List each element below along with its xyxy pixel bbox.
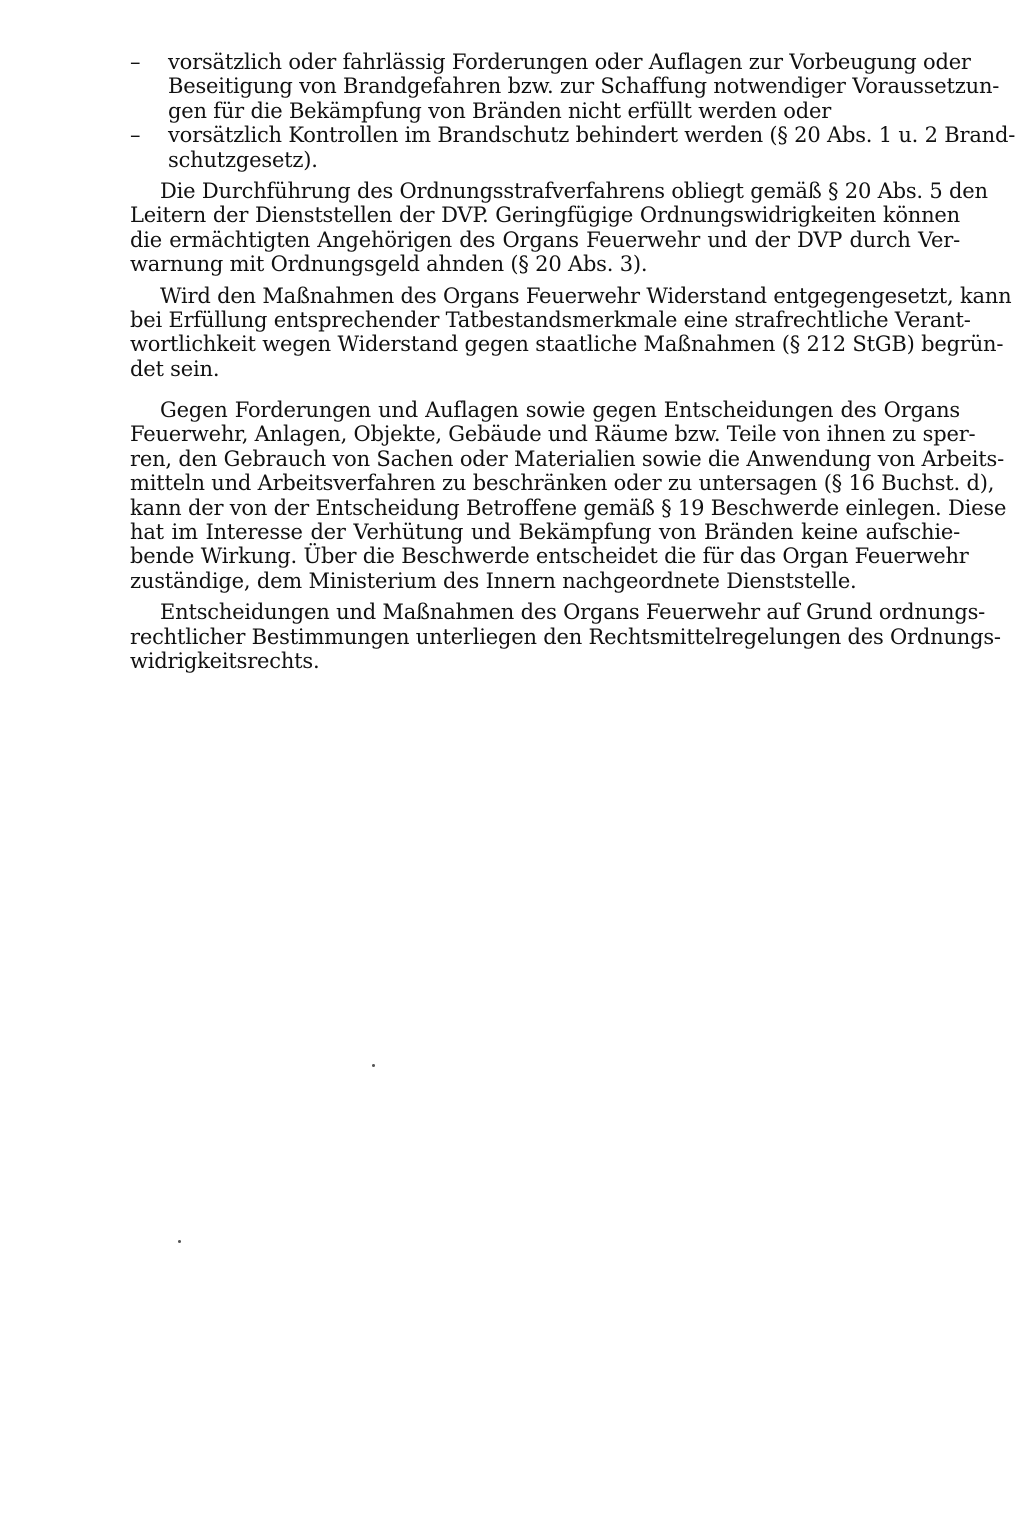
- text-line: Entscheidungen und Maßnahmen des Organs Feuerwehr auf Grund ordnungs-: [160, 600, 986, 625]
- list-dash: –: [130, 50, 141, 74]
- text-line: – vorsätzlich Kontrollen im Brandschutz behindert werden (§ 20 Abs. 1 u. 2 Brand-: [130, 123, 1016, 148]
- paragraph: [130, 283, 1012, 382]
- text-line: hat im Interesse der Verhütung und Bekämpfung von Bränden keine aufschie-: [130, 520, 960, 545]
- text-line: zuständige, dem Ministerium des Innern nachgeordnete Dienststelle.: [130, 568, 857, 593]
- text-line: Gegen Forderungen und Auflagen sowie gegen Entscheidungen des Organs: [160, 398, 960, 423]
- text-line: Leitern der Dienststellen der DVP. Geringfügige Ordnungswidrigkeiten können: [130, 203, 960, 228]
- text-line: Feuerwehr, Anlagen, Objekte, Gebäude und Räume bzw. Teile von ihnen zu sper-: [130, 422, 976, 447]
- text-line: ren, den Gebrauch von Sachen oder Materialien sowie die Anwendung von Arbeits-: [130, 446, 1004, 471]
- list-dash: –: [130, 123, 141, 148]
- text-line: rechtlicher Bestimmungen unterliegen den Rechtsmittelregelungen des Ordnungs-: [130, 624, 1001, 649]
- text-line: bende Wirkung. Über die Beschwerde entscheidet die für das Organ Feuerwehr: [130, 544, 969, 569]
- text-line: Die Durchführung des Ordnungsstrafverfahrens obliegt gemäß § 20 Abs. 5 den: [160, 178, 988, 203]
- paragraph: [130, 178, 988, 277]
- text-line: schutzgesetz).: [168, 147, 318, 172]
- text-line: det sein.: [130, 356, 220, 381]
- text-line: bei Erfüllung entsprechender Tatbestandsmerkmale eine strafrechtliche Verant-: [130, 307, 971, 332]
- text-line: Wird den Maßnahmen des Organs Feuerwehr Widerstand entgegengesetzt, kann: [160, 283, 1012, 308]
- list-item: [130, 50, 1000, 123]
- document-body: [130, 50, 1016, 673]
- text-line: widrigkeitsrechts.: [130, 648, 320, 673]
- text-line: gen für die Bekämpfung von Bränden nicht erfüllt werden oder: [168, 98, 832, 123]
- scan-speck: [178, 1240, 181, 1243]
- text-line: die ermächtigten Angehörigen des Organs Feuerwehr und der DVP durch Ver-: [130, 227, 960, 252]
- list-item: [130, 123, 1016, 172]
- paragraph: [130, 600, 1001, 673]
- text-line: kann der von der Entscheidung Betroffene gemäß § 19 Beschwerde einlegen. Diese: [130, 495, 1007, 520]
- text-line: – vorsätzlich oder fahrlässig Forderungen oder Auflagen zur Vorbeugung oder: [130, 50, 971, 74]
- text-line: warnung mit Ordnungsgeld ahnden (§ 20 Abs. 3).: [130, 252, 648, 277]
- text-line: wortlichkeit wegen Widerstand gegen staatliche Maßnahmen (§ 212 StGB) begrün-: [130, 332, 1004, 357]
- paragraph: [130, 398, 1007, 593]
- scan-speck: [372, 1064, 375, 1067]
- text-line: mitteln und Arbeitsverfahren zu beschränken oder zu untersagen (§ 16 Buchst. d),: [130, 471, 995, 496]
- text-line: Beseitigung von Brandgefahren bzw. zur Schaffung notwendiger Voraussetzun-: [168, 74, 1000, 99]
